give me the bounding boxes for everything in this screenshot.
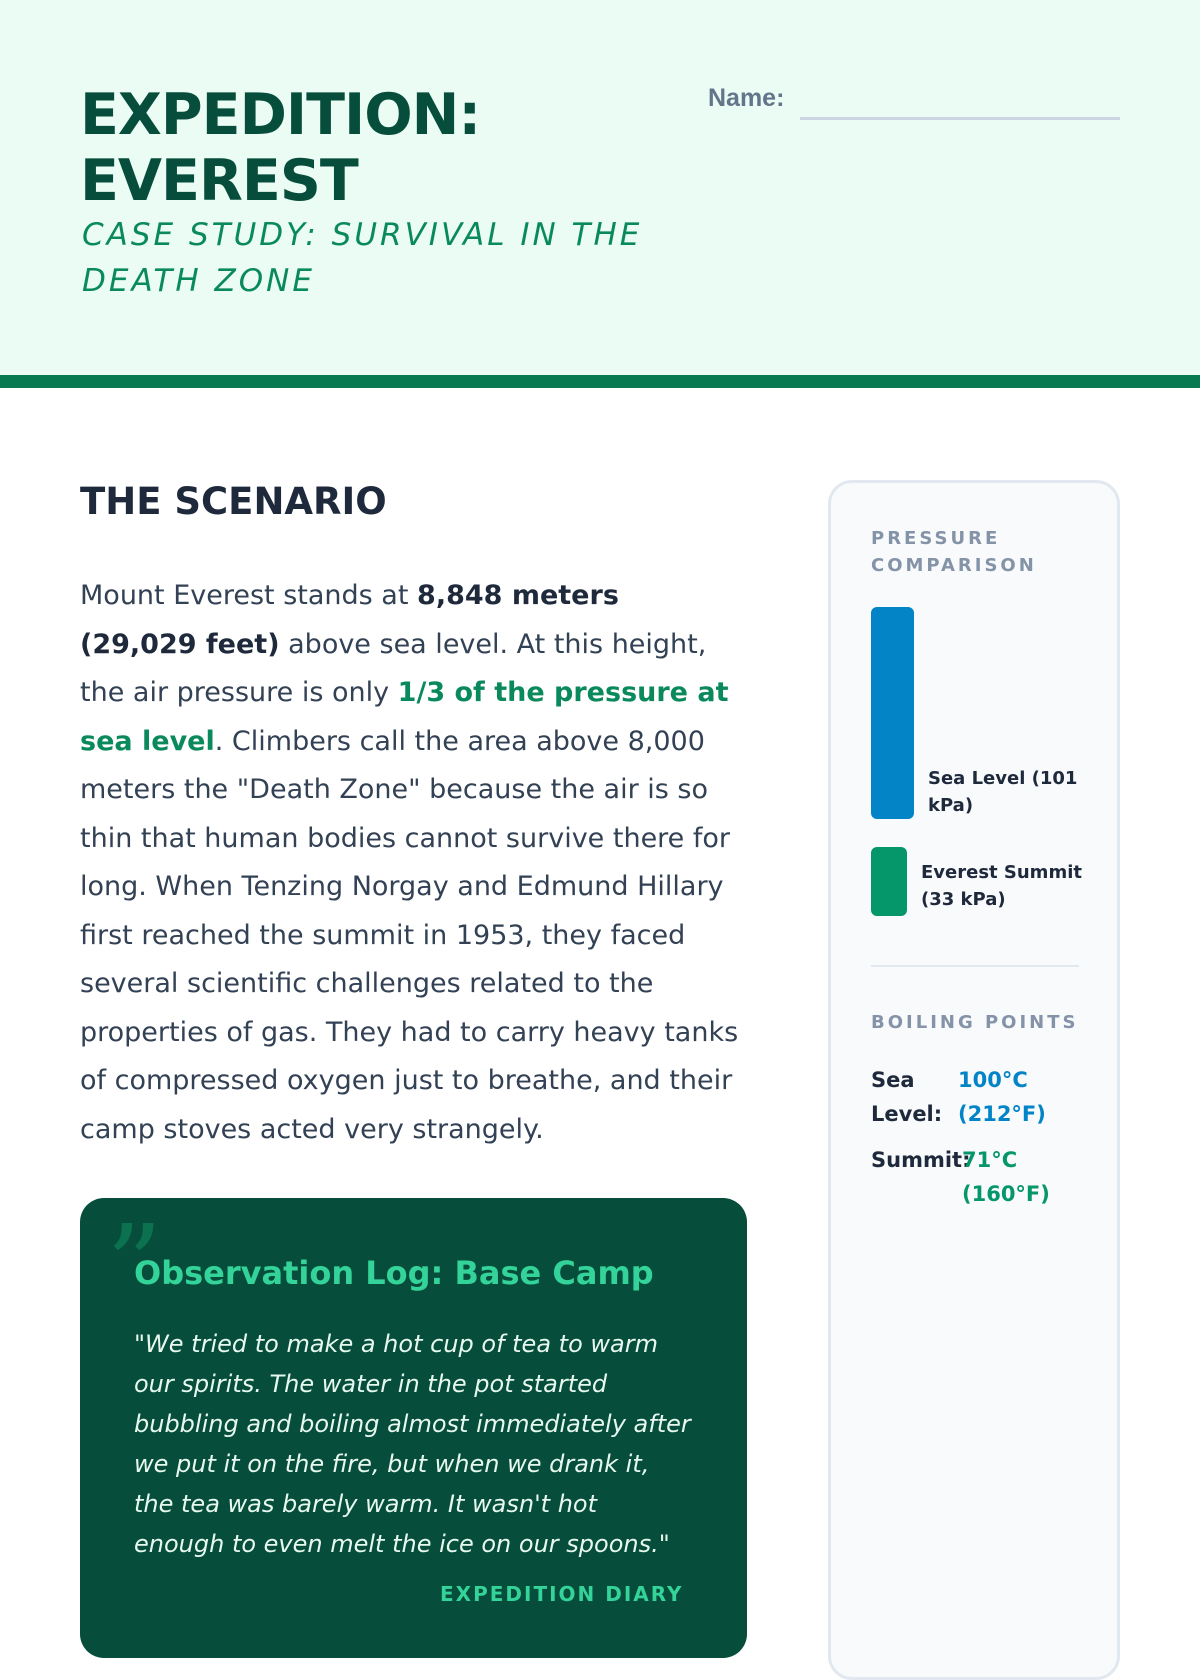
name-label: Name: bbox=[708, 84, 785, 112]
page-subtitle: CASE STUDY: SURVIVAL IN THE DEATH ZONE bbox=[82, 217, 643, 299]
page-title: EXPEDITION: EVEREST bbox=[80, 82, 481, 214]
summit-pressure-label: Everest Summit (33 kPa) bbox=[921, 862, 1082, 910]
scenario-text-1: Mount Everest stands at bbox=[80, 580, 418, 611]
summit-boiling-celsius: 71°C bbox=[962, 1148, 1018, 1172]
sea-level-pressure-label: Sea Level (101 kPa) bbox=[928, 768, 1078, 816]
quote-icon: ” bbox=[106, 1201, 163, 1329]
scenario-text-3: . Climbers call the area above 8,000 meters the "Death Zone" because the air is so thin that human bodies cannot survive there for long. When Tenzing Norgay and Edmund Hillary first reached the summit in 1953, they faced several scientific challenges related to the properties of gas. They had to carry heavy tanks of compressed oxygen just to breathe, and their camp stoves acted very strangely. bbox=[80, 725, 739, 1145]
sea-level-boiling-fahrenheit: (212°F) bbox=[958, 1102, 1046, 1126]
sidebar-divider bbox=[871, 965, 1079, 967]
pressure-comparison-label: PRESSURE COMPARISON bbox=[871, 528, 1037, 576]
summit-boiling-fahrenheit: (160°F) bbox=[962, 1182, 1050, 1206]
sea-level-boiling-key: Sea Level: bbox=[871, 1068, 943, 1126]
observation-log-card bbox=[80, 1198, 747, 1658]
scenario-text-2: above sea level. At this height, the air pressure is only bbox=[80, 628, 707, 708]
summit-pressure-bar bbox=[871, 847, 907, 916]
worksheet-header bbox=[0, 0, 1200, 388]
scenario-paragraph bbox=[80, 572, 740, 1154]
observation-log-quote: "We tried to make a hot cup of tea to warm our spirits. The water in the pot started bubbling and boiling almost immediately after we put it on the fire, but when we drank it, the tea was barely warm. It wasn't hot enough to even melt the ice on our spoons." bbox=[134, 1330, 691, 1558]
sea-level-pressure-bar bbox=[871, 607, 914, 819]
name-field-line[interactable] bbox=[800, 117, 1120, 120]
data-sidebar bbox=[828, 480, 1120, 1680]
observation-log-source: EXPEDITION DIARY bbox=[440, 1582, 684, 1606]
summit-boiling-key: Summit: bbox=[871, 1148, 971, 1172]
sea-level-boiling-celsius: 100°C bbox=[958, 1068, 1028, 1092]
observation-log-title: Observation Log: Base Camp bbox=[134, 1254, 654, 1292]
everest-height: 8,848 meters (29,029 feet) bbox=[80, 580, 619, 660]
pressure-highlight: 1/3 of the pressure at sea level bbox=[80, 677, 729, 757]
boiling-points-label: BOILING POINTS bbox=[871, 1012, 1079, 1033]
scenario-heading: THE SCENARIO bbox=[80, 480, 387, 523]
